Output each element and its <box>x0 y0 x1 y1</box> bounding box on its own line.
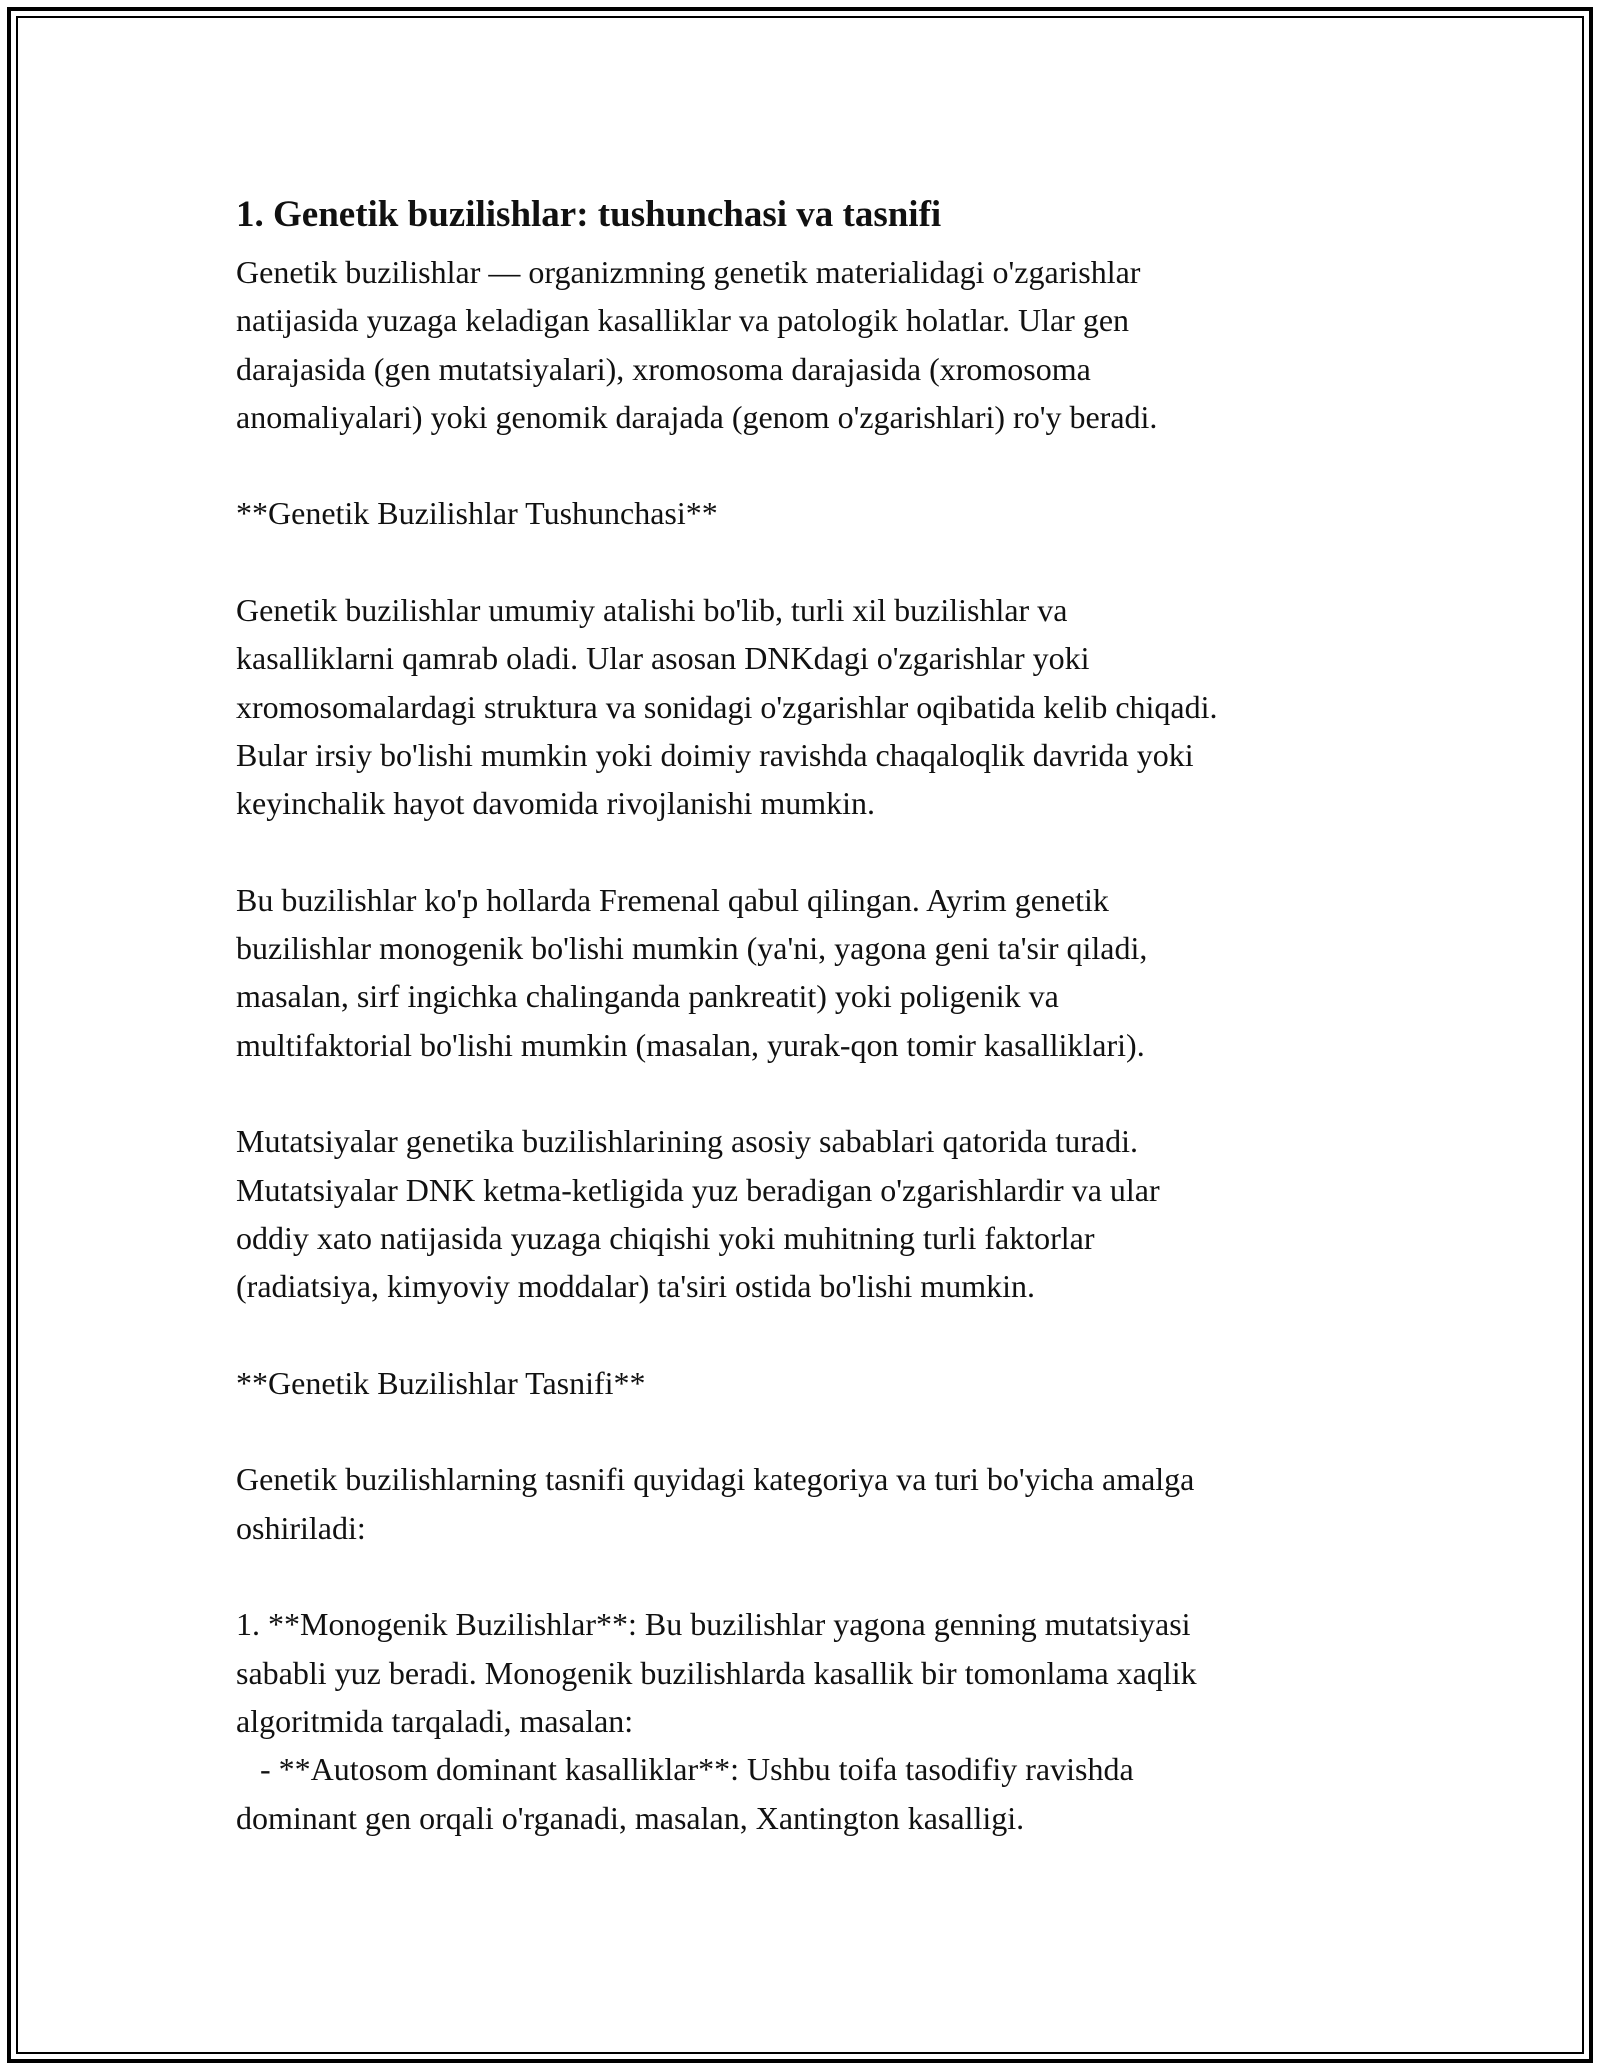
paragraph-mutations: Mutatsiyalar genetika buzilishlarining asosiy sabablari qatorida turadi. Mutatsiyalar DNK ketma-ketligida yuz beradigan o'zgarishlardir va ular oddiy xato natijasida yuzaga chiqishi yoki muhitning turli faktorlar (radiatsiya, kimyoviy moddalar) ta'siri ostida bo'lishi mumkin. <box>236 1123 1160 1305</box>
paragraph-gap <box>236 538 1376 586</box>
paragraph-gap <box>236 441 1376 489</box>
section-heading-classification: **Genetik Buzilishlar Tasnifi** <box>236 1364 646 1401</box>
paragraph-gap <box>236 1311 1376 1359</box>
paragraph-classification-intro: Genetik buzilishlarning tasnifi quyidagi kategoriya va turi bo'yicha amalga oshiriladi: <box>236 1461 1195 1546</box>
document-title: 1. Genetik buzilishlar: tushunchasi va tasnifi <box>236 194 942 235</box>
section-heading-concept: **Genetik Buzilishlar Tushunchasi** <box>236 495 718 532</box>
paragraph-gap <box>236 1069 1376 1117</box>
paragraph-gap <box>236 1552 1376 1600</box>
document-body <box>236 185 1376 1842</box>
paragraph-gap <box>236 1407 1376 1455</box>
paragraph-gap <box>236 828 1376 876</box>
paragraph-concept: Genetik buzilishlar umumiy atalishi bo'lib, turli xil buzilishlar va kasalliklarni qamrab oladi. Ular asosan DNKdagi o'zgarishlar yoki xromosomalardagi struktura va sonidagi o'zgarishlar oqibatida kelib chiqadi. Bular irsiy bo'lishi mumkin yoki doimiy ravishda chaqaloqlik davrida yoki keyinchalik hayot davomida rivojlanishi mumkin. <box>236 592 1218 822</box>
list-item-monogenic: 1. **Monogenik Buzilishlar**: Bu buzilishlar yagona genning mutatsiyasi sababli yuz beradi. Monogenik buzilishlarda kasallik bir tomonlama xaqlik algoritmida tarqaladi, masalan: - **Autosom dominant kasalliklar**: Ushbu toifa tasodifiy ravishda dominant gen orqali o'rganadi, masalan, Xantington kasalligi. <box>236 1606 1197 1836</box>
paragraph-intro: Genetik buzilishlar — organizmning genetik materialidagi o'zgarishlar natijasida yuzaga keladigan kasalliklar va patologik holatlar. Ular gen darajasida (gen mutatsiyalari), xromosoma darajasida (xromosoma anomaliyalari) yoki genomik darajada (genom o'zgarishlari) ro'y beradi. <box>236 254 1158 435</box>
paragraph-types: Bu buzilishlar ko'p hollarda Fremenal qabul qilingan. Ayrim genetik buzilishlar monogenik bo'lishi mumkin (ya'ni, yagona geni ta'sir qiladi, masalan, sirf ingichka chalinganda pankreatit) yoki poligenik va multifaktorial bo'lishi mumkin (masalan, yurak-qon tomir kasalliklari). <box>236 881 1148 1063</box>
